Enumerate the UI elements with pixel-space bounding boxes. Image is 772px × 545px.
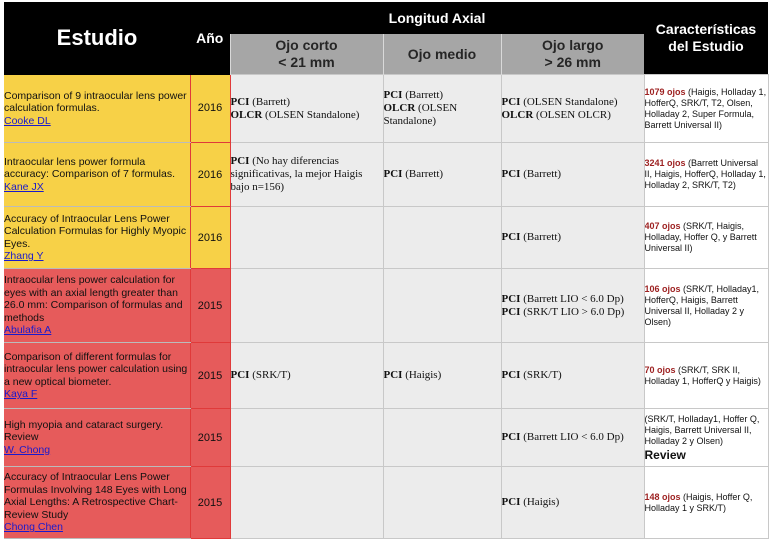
result-line <box>502 231 644 244</box>
result-line <box>231 96 383 109</box>
year-cell: 2016 <box>190 143 230 207</box>
caracteristicas-cell <box>644 269 768 343</box>
result-formula: (Barrett) <box>402 168 444 180</box>
result-method: OLCR <box>501 108 534 121</box>
caracteristicas-cell <box>644 207 768 269</box>
result-method: PCI <box>501 305 521 318</box>
header-ojo-largo-line1: Ojo largo <box>542 37 604 53</box>
study-cell <box>4 269 190 343</box>
ojo-largo-cell <box>501 467 644 539</box>
header-ojo-largo-line2: > 26 mm <box>544 54 601 70</box>
header-ojo-corto-line2: < 21 mm <box>278 54 335 70</box>
caracteristicas-cell <box>644 75 768 143</box>
header-caracteristicas-line1: Características <box>655 21 757 37</box>
result-formula: (Haigis) <box>402 369 442 381</box>
result-line <box>384 369 501 382</box>
table-row <box>4 343 768 409</box>
ojo-corto-cell <box>230 269 383 343</box>
header-caracteristicas-line2: del Estudio <box>668 38 744 54</box>
ojo-corto-cell <box>230 467 383 539</box>
result-line <box>502 293 644 306</box>
header-ojo-corto <box>230 34 383 75</box>
study-author-link[interactable]: Cooke DL <box>4 114 51 127</box>
result-line <box>502 369 644 382</box>
study-cell <box>4 143 190 207</box>
result-formula: (Barrett) <box>520 231 562 243</box>
formulas-list: (SRK/T, SRK II, Holladay 1, HofferQ y Haigis) <box>644 364 761 386</box>
formulas-list: (SRK/T, Holladay1, HofferQ, Haigis, Barrett Universal II, Holladay 2 y Olsen) <box>644 283 760 327</box>
ojo-largo-cell <box>501 75 644 143</box>
table-row <box>4 75 768 143</box>
formulas-list: (Haigis, Hoffer Q, Holladay 1 y SRK/T) <box>644 491 753 513</box>
eye-count: 407 ojos <box>644 221 681 231</box>
ojo-medio-cell <box>383 409 501 467</box>
header-anio: Año <box>190 2 230 75</box>
eye-count: 70 ojos <box>644 364 676 375</box>
result-method: PCI <box>383 89 403 101</box>
ojo-corto-cell <box>230 75 383 143</box>
formulas-list: (Barrett Universal II, Haigis, HofferQ, Holladay 1, Holladay 2, SRK/T, T2) <box>644 158 766 190</box>
study-cell <box>4 343 190 409</box>
result-formula: (Barrett) <box>249 95 291 108</box>
result-method: PCI <box>383 168 403 180</box>
header-ojo-corto-line1: Ojo corto <box>275 37 338 53</box>
table-row <box>4 269 768 343</box>
result-line <box>502 431 644 444</box>
ojo-medio-cell <box>383 269 501 343</box>
caracteristicas-cell <box>644 409 768 467</box>
header-caracteristicas <box>644 2 768 75</box>
ojo-corto-cell <box>230 409 383 467</box>
result-line <box>384 89 501 102</box>
study-author-link[interactable]: Chong Chen <box>4 521 63 534</box>
year-cell: 2015 <box>190 467 230 539</box>
result-formula: (No hay diferencias significativas, la mejor Haigis bajo n=156) <box>230 155 363 193</box>
studies-table <box>4 2 769 539</box>
formulas-list: (Haigis, Holladay 1, HofferQ, SRK/T, T2, Olsen, Holladay 2, Super Formula, Barrett Universal II) <box>644 86 767 130</box>
result-formula: (OLSEN Standalone) <box>383 102 458 127</box>
result-method: PCI <box>501 496 521 508</box>
study-author-link[interactable]: Kaya F <box>4 388 38 400</box>
table-row <box>4 409 768 467</box>
header-longitud-axial: Longitud Axial <box>230 2 644 34</box>
result-method: PCI <box>230 369 250 381</box>
result-method: PCI <box>501 431 521 443</box>
eye-count: 148 ojos <box>644 491 681 502</box>
result-formula: (Barrett) <box>520 168 562 180</box>
caracteristicas-cell <box>644 343 768 409</box>
result-method: PCI <box>501 231 521 243</box>
study-cell <box>4 75 190 143</box>
ojo-corto-cell <box>230 207 383 269</box>
study-title: Comparison of 9 intraocular lens power calculation formulas. <box>4 89 187 114</box>
year-cell: 2015 <box>190 269 230 343</box>
result-method: PCI <box>501 369 521 381</box>
ojo-medio-cell <box>383 343 501 409</box>
ojo-medio-cell <box>383 207 501 269</box>
eye-count: 1079 ojos <box>644 86 686 97</box>
year-cell: 2016 <box>190 75 230 143</box>
ojo-corto-cell <box>230 343 383 409</box>
study-title: Accuracy of Intraocular Lens Power Formulas Involving 148 Eyes with Long Axial Lengths: A Retrospective Chart-Review Study <box>4 471 187 521</box>
result-formula: (Barrett LIO < 6.0 Dp) <box>520 292 624 305</box>
result-line <box>384 102 501 128</box>
study-cell <box>4 409 190 467</box>
formulas-list: (SRK/T, Holladay1, Hoffer Q, Haigis, Barrett Universal II, Holladay 2 y Olsen) <box>644 413 760 446</box>
table-row <box>4 467 768 539</box>
ojo-medio-cell <box>383 75 501 143</box>
ojo-largo-cell <box>501 343 644 409</box>
result-formula: (SRK/T LIO > 6.0 Dp) <box>520 305 625 318</box>
result-line <box>502 96 644 109</box>
result-method: PCI <box>501 95 521 108</box>
result-formula: (Barrett) <box>402 89 444 101</box>
result-formula: (OLSEN Standalone) <box>262 108 360 121</box>
ojo-largo-cell <box>501 269 644 343</box>
study-title: Intraocular lens power formula accuracy: Comparison of 7 formulas. <box>4 155 175 181</box>
result-method: OLCR <box>383 102 416 114</box>
ojo-medio-cell <box>383 467 501 539</box>
result-line <box>502 168 644 181</box>
result-line <box>231 155 383 194</box>
study-title: Intraocular lens power calculation for eyes with an axial length greater than 26.0 mm: Comparison of formulas and methods <box>4 274 183 324</box>
result-formula: (OLSEN Standalone) <box>520 95 618 108</box>
result-formula: (Barrett LIO < 6.0 Dp) <box>520 431 624 443</box>
table-row <box>4 143 768 207</box>
ojo-largo-cell <box>501 207 644 269</box>
year-cell: 2015 <box>190 409 230 467</box>
review-label: Review <box>644 447 686 462</box>
result-line <box>502 496 644 509</box>
result-method: PCI <box>501 292 521 305</box>
result-line <box>384 168 501 181</box>
caracteristicas-cell <box>644 467 768 539</box>
ojo-corto-cell <box>230 143 383 207</box>
eye-count: 3241 ojos <box>644 158 686 168</box>
result-line <box>231 109 383 122</box>
header-estudio: Estudio <box>4 2 190 75</box>
result-method: PCI <box>383 369 403 381</box>
study-cell <box>4 207 190 269</box>
result-line <box>231 369 383 382</box>
year-cell: 2015 <box>190 343 230 409</box>
formulas-list: (SRK/T, Haigis, Holladay, Hoffer Q, y Barrett Universal II) <box>644 221 757 253</box>
result-line <box>502 306 644 319</box>
header-ojo-largo <box>501 34 644 75</box>
caracteristicas-cell <box>644 143 768 207</box>
ojo-largo-cell <box>501 143 644 207</box>
result-formula: (Haigis) <box>520 496 560 508</box>
eye-count: 106 ojos <box>644 283 681 294</box>
study-author-link[interactable]: Kane JX <box>4 180 44 193</box>
result-formula: (OLSEN OLCR) <box>533 108 611 121</box>
table-row <box>4 207 768 269</box>
study-title: Accuracy of Intraocular Lens Power Calculation Formulas for Highly Myopic Eyes. <box>4 212 187 250</box>
result-formula: (SRK/T) <box>520 369 562 381</box>
ojo-medio-cell <box>383 143 501 207</box>
ojo-largo-cell <box>501 409 644 467</box>
result-method: PCI <box>230 155 250 167</box>
result-method: PCI <box>501 168 521 180</box>
year-cell: 2016 <box>190 207 230 269</box>
study-author-link[interactable]: Zhang Y <box>4 250 44 262</box>
result-formula: (SRK/T) <box>249 369 291 381</box>
result-line <box>502 109 644 122</box>
study-title: High myopia and cataract surgery. Review <box>4 418 164 444</box>
result-method: PCI <box>230 95 250 108</box>
header-ojo-medio: Ojo medio <box>383 34 501 75</box>
study-cell <box>4 467 190 539</box>
study-author-link[interactable]: W. Chong <box>4 443 51 456</box>
study-title: Comparison of different formulas for intraocular lens power calculation using a new optical biometer. <box>4 350 188 388</box>
result-method: OLCR <box>230 108 263 121</box>
study-author-link[interactable]: Abulafia A <box>4 324 52 337</box>
